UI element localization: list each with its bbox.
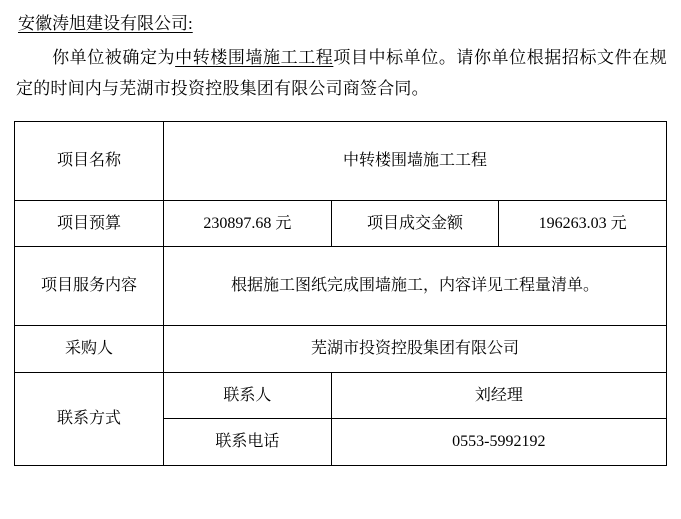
info-table: [14, 121, 667, 466]
row-value-contact-person: 刘经理: [331, 372, 666, 419]
table-row: [15, 121, 667, 200]
row-label-project-name: 项目名称: [15, 121, 164, 200]
table-row: [15, 247, 667, 326]
table-row: [15, 200, 667, 247]
table-row: [15, 326, 667, 373]
row-label-service-content: 项目服务内容: [15, 247, 164, 326]
body-text-part2: 项目中标单位。请你单位根据招标文件在规定的时间内与芜湖市投资控股集团有限公司商签合同。: [16, 47, 667, 99]
row-label-budget: 项目预算: [15, 200, 164, 247]
body-text-part1: 你单位被确定为: [51, 47, 176, 67]
row-value-contact-phone: 0553-5992192: [331, 419, 666, 466]
addressee-text: 安徽涛旭建设有限公司:: [18, 14, 193, 33]
addressee-line: [0, 0, 681, 36]
row-label-contact-phone: 联系电话: [164, 419, 332, 466]
body-text-project-name: 中转楼围墙施工工程: [175, 47, 334, 67]
row-label-contact-person: 联系人: [164, 372, 332, 419]
row-value-project-name: 中转楼围墙施工工程: [164, 121, 667, 200]
row-value-service-content: 根据施工图纸完成围墙施工，内容详见工程量清单。: [164, 247, 667, 326]
row-label-contact: 联系方式: [15, 372, 164, 465]
row-label-award-amount: 项目成交金额: [331, 200, 499, 247]
row-value-purchaser: 芜湖市投资控股集团有限公司: [164, 326, 667, 373]
row-label-purchaser: 采购人: [15, 326, 164, 373]
body-paragraph: [0, 36, 681, 105]
row-value-award-amount: 196263.03 元: [499, 200, 667, 247]
table-row: [15, 372, 667, 419]
row-value-budget: 230897.68 元: [164, 200, 332, 247]
